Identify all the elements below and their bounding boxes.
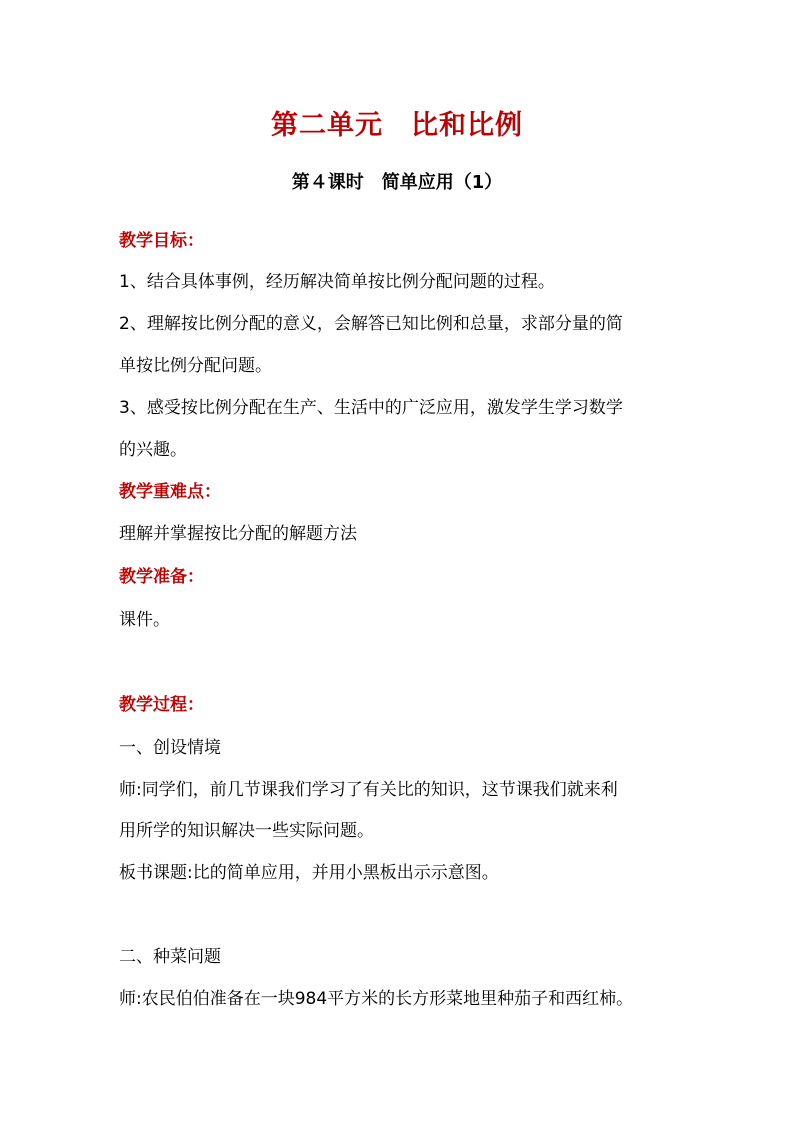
section-1-line-1: 师:同学们，前几节课我们学习了有关比的知识，这节课我们就来利	[119, 780, 618, 800]
section-1-title: 一、创设情境	[119, 738, 221, 758]
key-points-heading: 教学重难点：	[119, 482, 221, 502]
preparation-heading: 教学准备：	[119, 567, 204, 587]
objective-item-1: 1、结合具体事例，经历解决简单按比例分配问题的过程。	[119, 272, 555, 292]
objective-item-2-line-2: 单按比例分配问题。	[119, 356, 272, 376]
section-1-board: 板书课题:比的简单应用，并用小黑板出示示意图。	[119, 863, 499, 883]
process-heading: 教学过程：	[119, 695, 204, 715]
section-2-title: 二、种菜问题	[119, 947, 221, 967]
objective-item-2-line-1: 2、理解按比例分配的意义，会解答已知比例和总量，求部分量的简	[119, 314, 623, 334]
objectives-heading: 教学目标：	[119, 231, 204, 251]
key-points-text: 理解并掌握按比分配的解题方法	[119, 524, 357, 544]
section-1-line-2: 用所学的知识解决一些实际问题。	[119, 821, 374, 841]
lesson-subtitle: 第４课时 简单应用（1）	[291, 172, 503, 193]
preparation-text: 课件。	[119, 610, 170, 630]
document-title: 第二单元 比和比例	[271, 110, 523, 141]
section-2-line-1: 师:农民伯伯准备在一块984平方米的长方形菜地里种茄子和西红柿。	[119, 989, 634, 1009]
objective-item-3-line-2: 的兴趣。	[119, 440, 187, 460]
objective-item-3-line-1: 3、感受按比例分配在生产、生活中的广泛应用，激发学生学习数学	[119, 398, 623, 418]
